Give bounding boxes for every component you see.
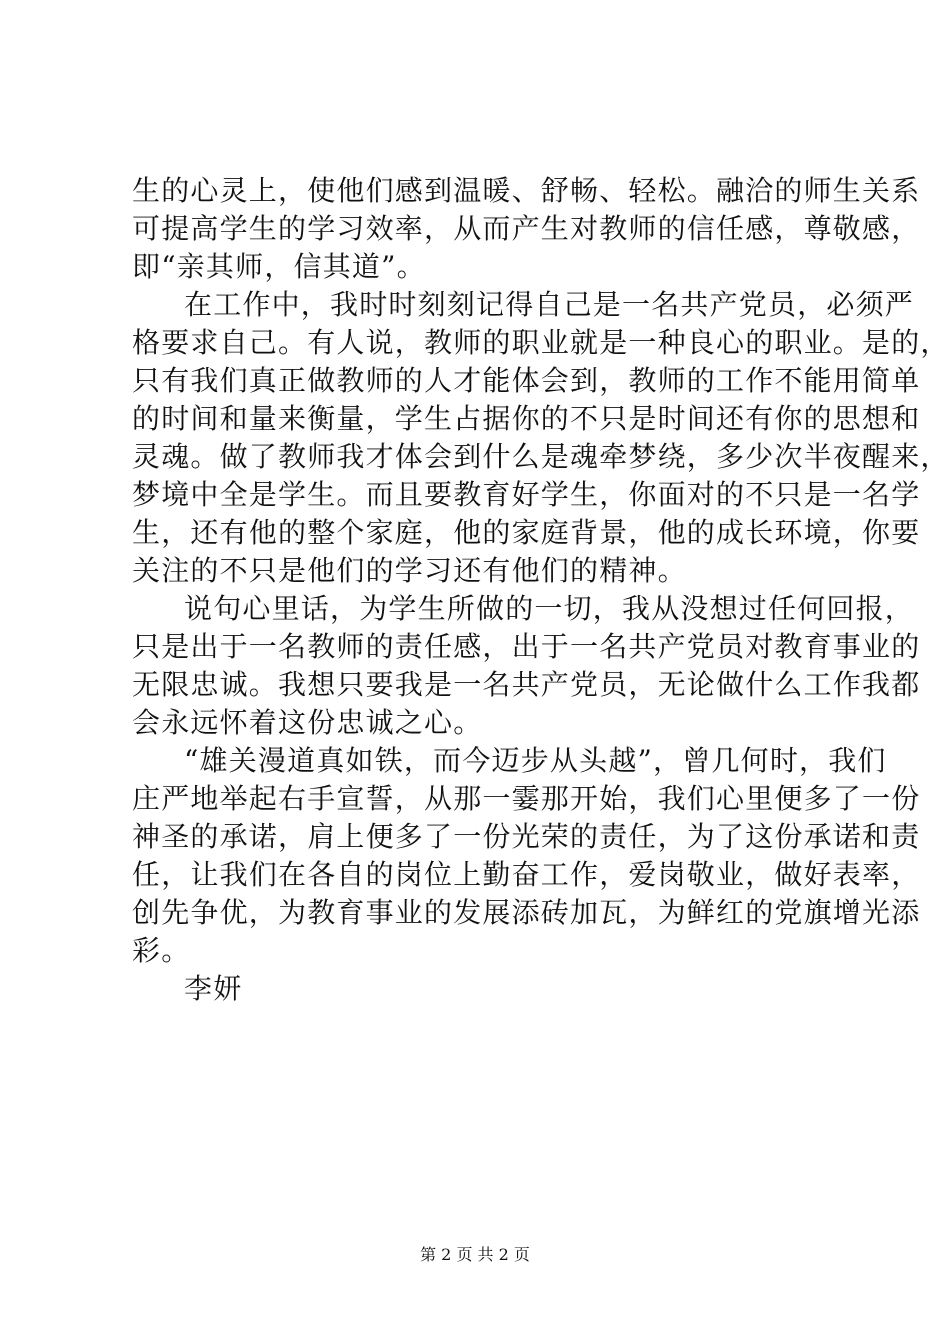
text-line: 即“亲其师，信其道”。 — [132, 250, 426, 283]
page-footer — [0, 1244, 950, 1266]
text-line: 的时间和量来衡量，学生占据你的不只是时间还有你的思想和 — [132, 402, 921, 435]
text-line: 只是出于一名教师的责任感，出于一名共产党员对教育事业的 — [132, 630, 921, 663]
page-number-label: 第 2 页 共 2 页 — [420, 1245, 530, 1264]
text-line: 会永远怀着这份忠诚之心。 — [132, 706, 483, 739]
text-line: 创先争优，为教育事业的发展添砖加瓦，为鲜红的党旗增光添 — [132, 896, 921, 929]
paragraph-start-line: 说句心里话，为学生所做的一切，我从没想过任何回报， — [184, 592, 915, 625]
document-body — [132, 172, 950, 1008]
text-line: 关注的不只是他们的学习还有他们的精神。 — [132, 554, 687, 587]
text-line: 只有我们真正做教师的人才能体会到，教师的工作不能用简单 — [132, 364, 921, 397]
text-line: 格要求自己。有人说，教师的职业就是一种良心的职业。是的， — [132, 326, 950, 359]
text-line: 梦境中全是学生。而且要教育好学生，你面对的不只是一名学 — [132, 478, 921, 511]
text-line: 任，让我们在各自的岗位上勤奋工作，爱岗敬业，做好表率， — [132, 858, 921, 891]
text-line: 神圣的承诺，肩上便多了一份光荣的责任，为了这份承诺和责 — [132, 820, 921, 853]
paragraph-start-line: “雄关漫道真如铁，而今迈步从头越”，曾几何时，我们 — [184, 744, 887, 777]
text-line: 庄严地举起右手宣誓，从那一霎那开始，我们心里便多了一份 — [132, 782, 921, 815]
author-signature: 李妍 — [184, 972, 243, 1005]
text-line: 无限忠诚。我想只要我是一名共产党员，无论做什么工作我都 — [132, 668, 921, 701]
text-line: 可提高学生的学习效率，从而产生对教师的信任感，尊敬感， — [132, 212, 921, 245]
text-line: 灵魂。做了教师我才体会到什么是魂牵梦绕，多少次半夜醒来， — [132, 440, 950, 473]
text-line: 彩。 — [132, 934, 191, 967]
paragraph-start-line: 在工作中，我时时刻刻记得自己是一名共产党员，必须严 — [184, 288, 915, 321]
text-line: 生的心灵上，使他们感到温暖、舒畅、轻松。融洽的师生关系 — [132, 174, 921, 207]
text-line: 生，还有他的整个家庭，他的家庭背景，他的成长环境，你要 — [132, 516, 921, 549]
